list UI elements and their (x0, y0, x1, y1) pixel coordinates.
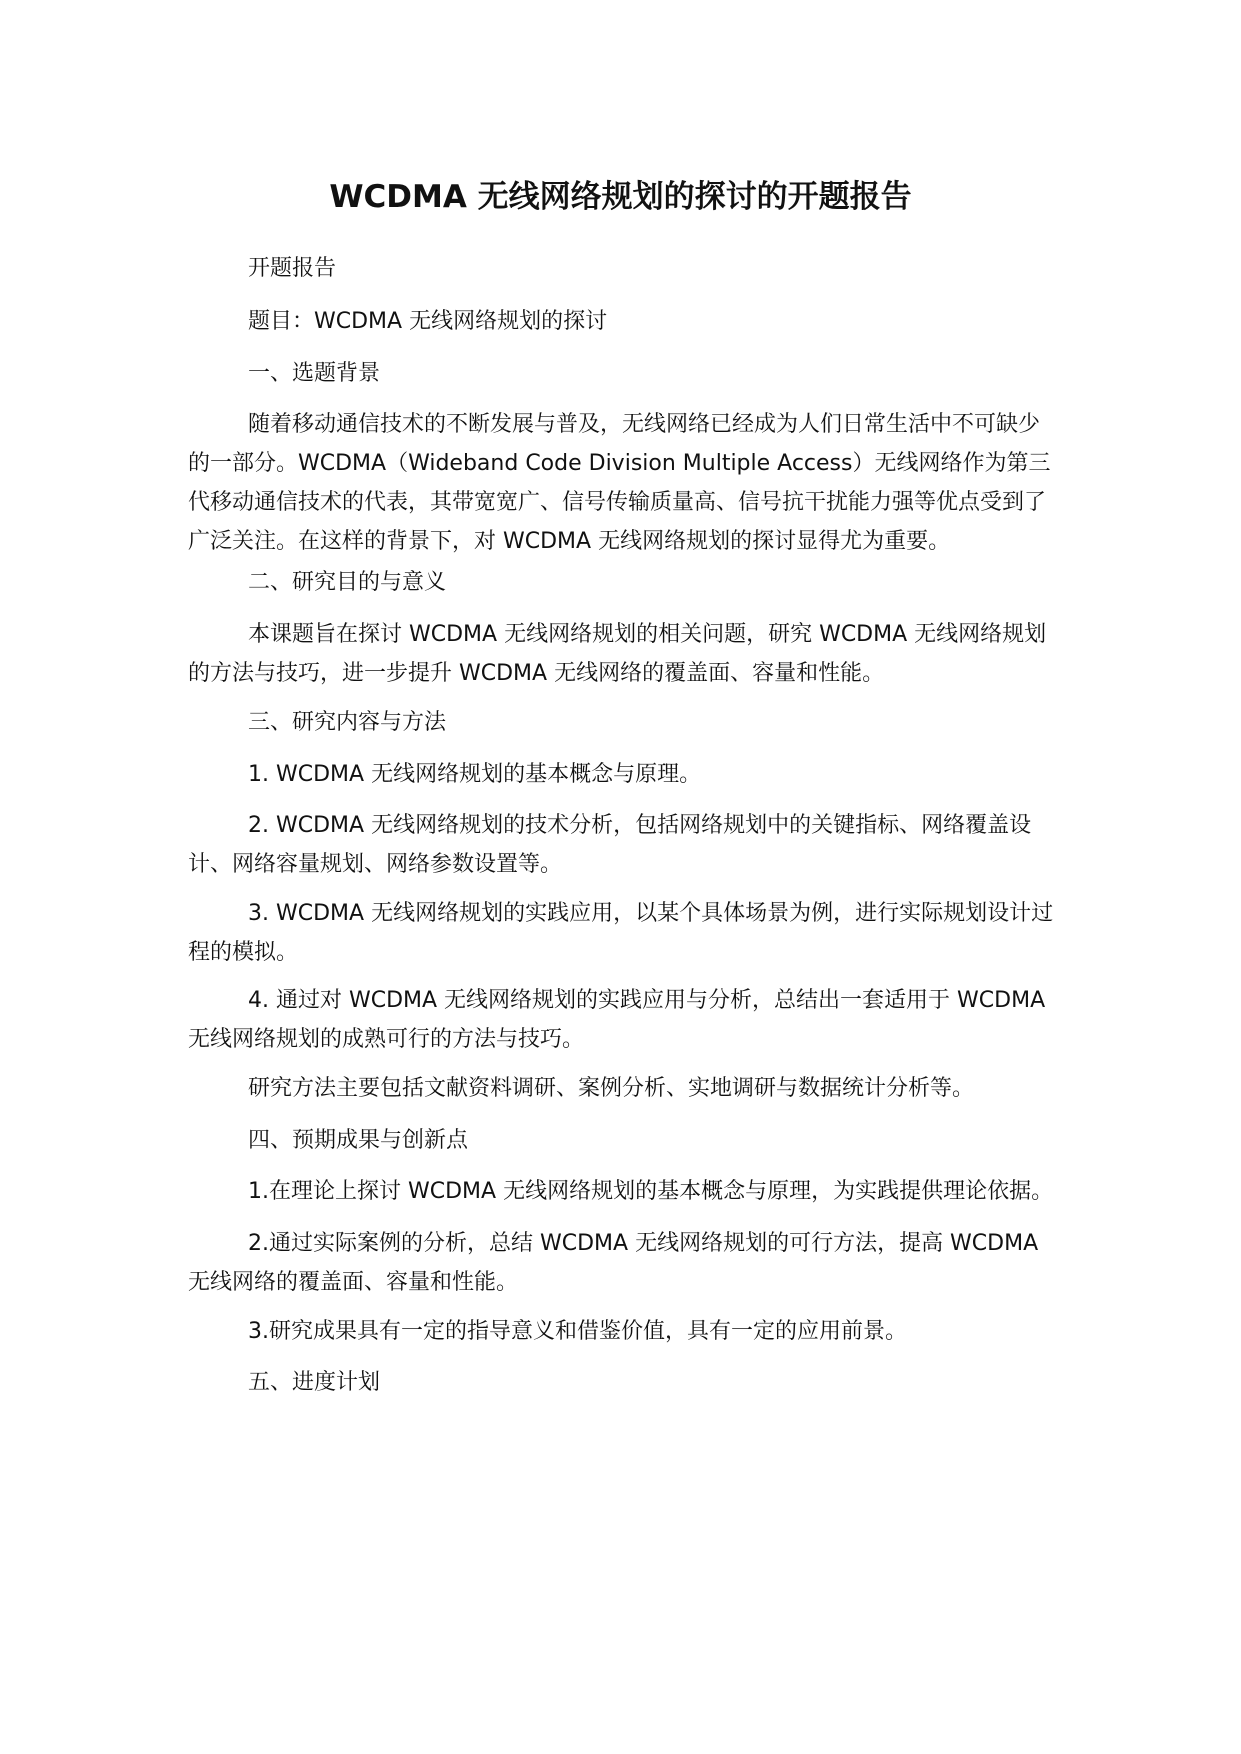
list-item-outcome-2: 2.通过实际案例的分析，总结 WCDMA 无线网络规划的可行方法，提高 WCDMA 无线网络的覆盖面、容量和性能。 (188, 1231, 1039, 1295)
paragraph-methods: 研究方法主要包括文献资料调研、案例分析、实地调研与数据统计分析等。 (248, 1076, 975, 1101)
heading-purpose: 二、研究目的与意义 (248, 570, 447, 595)
heading-content-method: 三、研究内容与方法 (248, 710, 447, 735)
paragraph-background: 随着移动通信技术的不断发展与普及，无线网络已经成为人们日常生活中不可缺少的一部分。WCDMA（Wideband Code Division Multiple Access）无线网络作为第三代移动通信技术的代表，其带宽宽广、信号传输质量高、信号抗干扰能力强等优点受到了广泛关注。在这样的背景下，对 WCDMA 无线网络规划的探讨显得尤为重要。 (188, 412, 1051, 554)
paragraph-report-label: 开题报告 (248, 256, 337, 281)
heading-background: 一、选题背景 (248, 361, 381, 386)
list-item-outcome-1: 1.在理论上探讨 WCDMA 无线网络规划的基本概念与原理，为实践提供理论依据。 (248, 1179, 1054, 1204)
document-title: WCDMA 无线网络规划的探讨的开题报告 (329, 179, 912, 215)
list-item-content-3: 3. WCDMA 无线网络规划的实践应用，以某个具体场景为例，进行实际规划设计过程的模拟。 (188, 901, 1054, 965)
list-item-content-2: 2. WCDMA 无线网络规划的技术分析，包括网络规划中的关键指标、网络覆盖设计、网络容量规划、网络参数设置等。 (188, 813, 1032, 877)
list-item-content-4: 4. 通过对 WCDMA 无线网络规划的实践应用与分析，总结出一套适用于 WCDMA 无线网络规划的成熟可行的方法与技巧。 (188, 988, 1046, 1052)
heading-outcomes: 四、预期成果与创新点 (248, 1128, 469, 1153)
paragraph-topic: 题目：WCDMA 无线网络规划的探讨 (248, 309, 608, 334)
paragraph-purpose: 本课题旨在探讨 WCDMA 无线网络规划的相关问题，研究 WCDMA 无线网络规划的方法与技巧，进一步提升 WCDMA 无线网络的覆盖面、容量和性能。 (188, 622, 1047, 686)
list-item-outcome-3: 3.研究成果具有一定的指导意义和借鉴价值，具有一定的应用前景。 (248, 1319, 907, 1344)
list-item-content-1: 1. WCDMA 无线网络规划的基本概念与原理。 (248, 762, 702, 787)
heading-schedule: 五、进度计划 (248, 1370, 381, 1395)
